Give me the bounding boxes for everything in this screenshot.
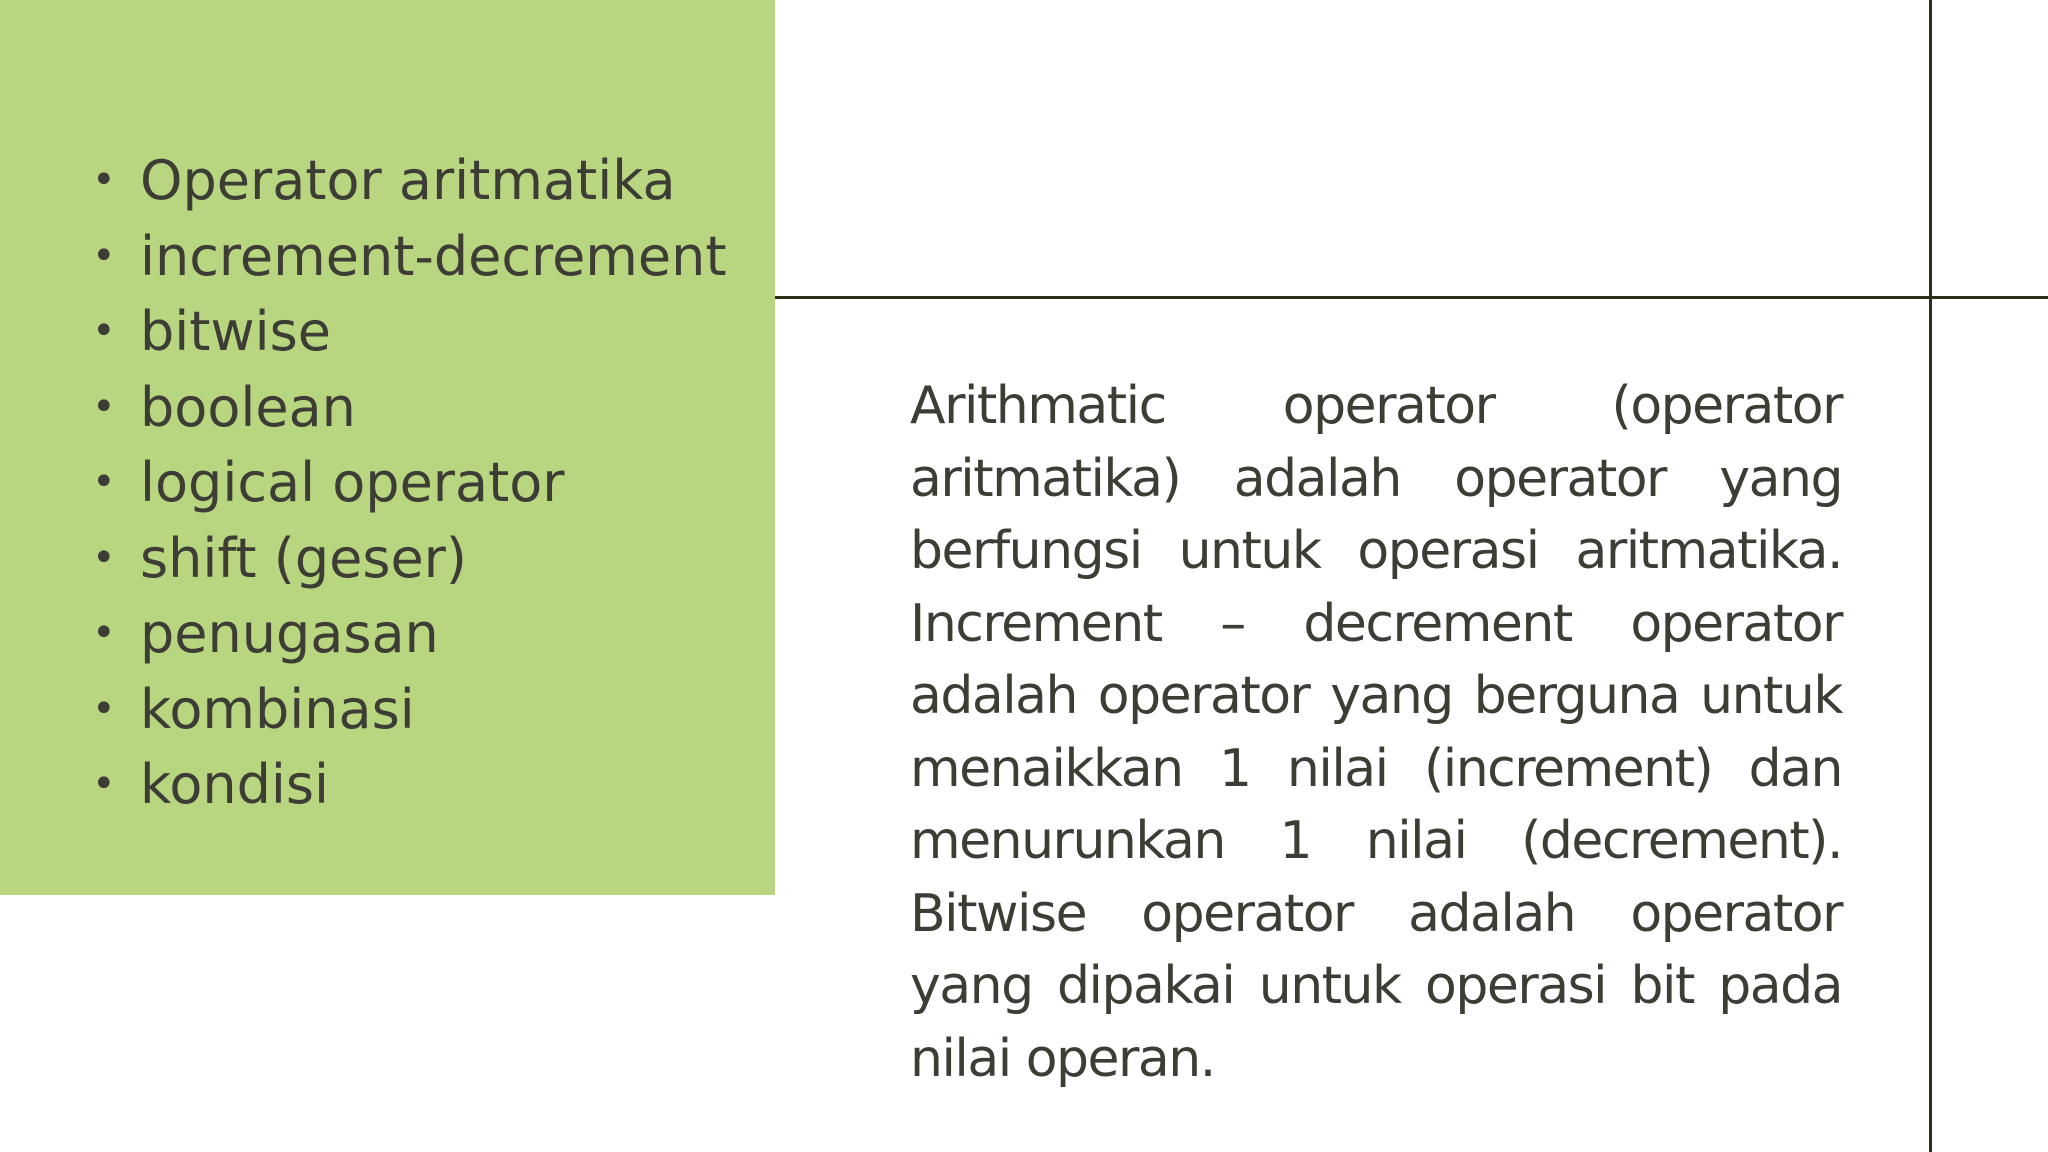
bullet-icon: • (92, 459, 116, 505)
description-paragraph: Arithmatic operator (operator aritmatika) adalah operator yang berfungsi untuk operasi aritmatika. Increment – decrement operator adalah operator yang berguna untuk menaikkan 1 nilai (increment) dan menurunkan 1 nilai (decrement). Bitwise operator adalah operator yang dipakai untuk operasi bit pada nilai operan. (910, 376, 1842, 1089)
list-item-label: kombinasi (140, 677, 415, 741)
list-item (92, 294, 727, 370)
list-item (92, 143, 727, 219)
list-item-label: shift (geser) (140, 526, 467, 590)
list-item-label: logical operator (140, 451, 565, 514)
bullet-icon: • (92, 383, 116, 430)
list-item (92, 521, 727, 597)
bullet-icon: • (92, 610, 116, 656)
horizontal-divider (775, 296, 2048, 299)
list-item (92, 596, 727, 672)
bullet-icon: • (92, 761, 116, 807)
list-item-label: penugasan (140, 602, 439, 665)
vertical-divider (1929, 0, 1932, 1152)
bullet-icon: • (92, 157, 116, 203)
list-item (92, 219, 727, 295)
bullet-icon: • (92, 534, 116, 581)
list-item-label: bitwise (140, 300, 331, 363)
list-item (92, 445, 727, 521)
list-item (92, 747, 727, 823)
bullet-icon: • (92, 308, 116, 354)
list-item-label: Operator aritmatika (140, 149, 676, 212)
bullet-icon: • (92, 685, 116, 732)
list-item (92, 672, 727, 748)
bullet-icon: • (92, 232, 116, 279)
list-item (92, 370, 727, 446)
list-item-label: boolean (140, 375, 356, 439)
operator-list (92, 143, 727, 823)
list-item-label: increment-decrement (140, 224, 727, 288)
list-item-label: kondisi (140, 753, 330, 816)
green-panel (0, 0, 775, 895)
